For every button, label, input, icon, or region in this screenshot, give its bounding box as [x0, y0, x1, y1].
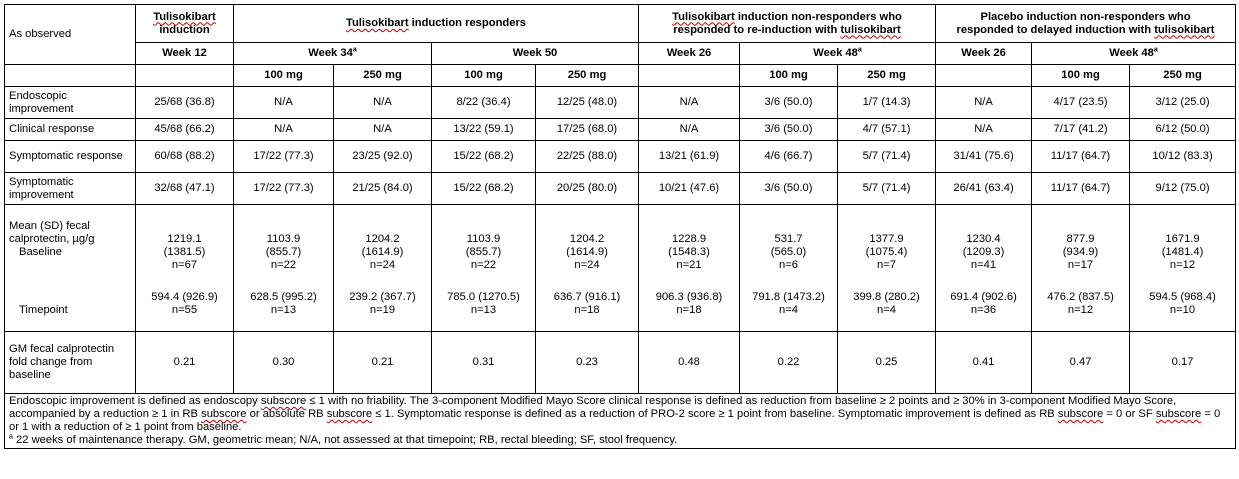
- table-cell: 26/41 (63.4): [936, 173, 1032, 205]
- footnote-text-b: ≤ 1 with no friability. The 3-component Modified Mayo Score clinical response is defined as reduction from baseline ≥ 2 points and ≥ 30% in 3-component Modified Mayo Score, accompanied by a reduction ≥ 1 in RB: [9, 395, 1177, 420]
- footnote-text-c: or absolute RB: [249, 408, 324, 420]
- table-cell: 22/25 (88.0): [536, 141, 639, 173]
- dose-text-8: 250 mg: [1163, 69, 1202, 81]
- results-table: [4, 4, 1236, 449]
- baseline-value: (1614.9): [361, 246, 404, 258]
- gm-cell: 0.30: [234, 332, 334, 394]
- week48-header-a: [740, 43, 936, 65]
- gm-label-text: GM fecal calprotectin fold change from baseline: [9, 343, 115, 381]
- week26-header-b: [936, 43, 1032, 65]
- baseline-value: 1230.4: [966, 233, 1001, 245]
- dose-blank-week12: [136, 65, 234, 87]
- gm-row: [5, 332, 1236, 394]
- footnote-text-e: = 0 or SF: [1106, 408, 1153, 420]
- week50-header: [432, 43, 639, 65]
- table-cell: 3/12 (25.0): [1130, 87, 1236, 119]
- gm-cell: 0.47: [1032, 332, 1130, 394]
- week26-header-a: [639, 43, 740, 65]
- week34-text: Week 34: [308, 47, 353, 59]
- baseline-value: n=17: [1067, 259, 1094, 271]
- table-cell: N/A: [334, 87, 432, 119]
- fecal-calprotectin-label-line1: Mean (SD) fecal: [9, 219, 90, 232]
- baseline-value: 531.7: [774, 233, 803, 245]
- fecal-calprotectin-row: [5, 205, 1236, 332]
- baseline-label: Baseline: [19, 245, 62, 258]
- table-cell: 4/17 (23.5): [1032, 87, 1130, 119]
- table-cell: 60/68 (88.2): [136, 141, 234, 173]
- dose-header-8: [1130, 65, 1236, 87]
- as-observed-header: [5, 5, 136, 65]
- week34-header: [234, 43, 432, 65]
- fecal-calprotectin-cell: [740, 205, 838, 332]
- dose-blank-label: [5, 65, 136, 87]
- baseline-value: 1204.2: [569, 233, 605, 245]
- timepoint-value: 628.5 (995.2): [250, 291, 317, 303]
- row-label: Symptomatic response: [5, 141, 136, 173]
- footnote-text-f: = 0 or 1 with a reduction of ≥ 1 point from baseline.: [9, 408, 1221, 433]
- group-placebo-drug: tulisokibart: [1154, 23, 1215, 36]
- group-induction-line1: Tulisokibart: [153, 10, 216, 23]
- table-cell: 31/41 (75.6): [936, 141, 1032, 173]
- table-cell: 17/22 (77.3): [234, 173, 334, 205]
- baseline-value: n=7: [877, 259, 896, 271]
- timepoint-value: 239.2 (367.7): [349, 291, 416, 303]
- gm-cell: 0.21: [334, 332, 432, 394]
- table-cell: 17/25 (68.0): [536, 119, 639, 141]
- dose-header-2: [334, 65, 432, 87]
- gm-cell: 0.23: [536, 332, 639, 394]
- baseline-value: (1548.3): [668, 246, 710, 258]
- week12-header: [136, 43, 234, 65]
- footnote-row: [5, 394, 1236, 449]
- gm-cell: 0.22: [740, 332, 838, 394]
- group-reinduction-line1: induction non-responders who: [737, 10, 902, 23]
- gm-cell: 0.41: [936, 332, 1032, 394]
- timepoint-value: n=13: [470, 304, 497, 316]
- baseline-value: (855.7): [265, 246, 302, 258]
- baseline-value: 1228.9: [671, 233, 707, 245]
- dose-header-3: [432, 65, 536, 87]
- gm-cell: 0.25: [838, 332, 936, 394]
- timepoint-value: n=10: [1169, 304, 1196, 316]
- week48-sup-a: a: [857, 46, 862, 54]
- table-cell: 9/12 (75.0): [1130, 173, 1236, 205]
- group-responders-drug: Tulisokibart: [345, 17, 409, 29]
- baseline-value: (1075.4): [865, 246, 908, 258]
- fecal-calprotectin-cell: [838, 205, 936, 332]
- footnote-subscore-2: subscore: [201, 408, 247, 420]
- header-row-doses: [5, 65, 1236, 87]
- baseline-value: (565.0): [770, 246, 807, 258]
- table-row: [5, 87, 1236, 119]
- footnote-paragraph-1: [9, 395, 1220, 433]
- baseline-value: 1103.9: [466, 233, 501, 245]
- table-cell: 4/6 (66.7): [740, 141, 838, 173]
- group-reinduction-drug2: tulisokibart: [840, 23, 901, 36]
- dose-header-7: [1032, 65, 1130, 87]
- baseline-value: n=22: [270, 259, 297, 271]
- timepoint-value: n=36: [970, 304, 997, 316]
- footnote-sup: a: [9, 433, 13, 441]
- fecal-calprotectin-label: [5, 205, 136, 332]
- dose-header-5: [740, 65, 838, 87]
- group-reinduction-line2: responded to re-induction with: [673, 23, 838, 36]
- fecal-calprotectin-cell: [432, 205, 536, 332]
- timepoint-label: Timepoint: [19, 303, 68, 316]
- fecal-calprotectin-cell: [234, 205, 334, 332]
- footnote-text-a: Endoscopic improvement is defined as endoscopy: [9, 395, 258, 407]
- dose-text-2: 250 mg: [363, 69, 402, 81]
- table-cell: 32/68 (47.1): [136, 173, 234, 205]
- table-cell: 45/68 (66.2): [136, 119, 234, 141]
- gm-label: [5, 332, 136, 394]
- week50-text: Week 50: [512, 47, 558, 59]
- table-cell: N/A: [639, 87, 740, 119]
- baseline-value: 1671.9: [1165, 233, 1200, 245]
- week48-header-b: [1032, 43, 1236, 65]
- dose-header-4: [536, 65, 639, 87]
- table-cell: 21/25 (84.0): [334, 173, 432, 205]
- as-observed-text: As observed: [9, 28, 72, 40]
- fecal-calprotectin-label-line2: calprotectin, µg/g: [9, 232, 95, 245]
- table-cell: 7/17 (41.2): [1032, 119, 1130, 141]
- table-row: [5, 173, 1236, 205]
- dose-text-6: 250 mg: [867, 69, 906, 81]
- fecal-calprotectin-cell: [136, 205, 234, 332]
- week26-text-b: Week 26: [961, 47, 1006, 59]
- fecal-calprotectin-cell: [639, 205, 740, 332]
- timepoint-value: 906.3 (936.8): [655, 291, 723, 303]
- group-reinduction-drug: Tulisokibart: [672, 10, 735, 23]
- fecal-calprotectin-cell: [1032, 205, 1130, 332]
- row-label: Clinical response: [5, 119, 136, 141]
- group-induction-line2: induction: [159, 23, 210, 36]
- table-cell: 6/12 (50.0): [1130, 119, 1236, 141]
- table-cell: N/A: [936, 87, 1032, 119]
- timepoint-value: n=55: [171, 304, 198, 316]
- footnote-text-d: ≤ 1. Symptomatic response is defined as a reduction of PRO-2 score ≥ 1 point from baseline. Symptomatic improvement is defined as RB: [375, 408, 1055, 420]
- baseline-value: n=24: [574, 259, 600, 271]
- baseline-value: (1209.3): [962, 246, 1005, 258]
- group-reinduction-header: [639, 5, 936, 43]
- table-cell: 17/22 (77.3): [234, 141, 334, 173]
- dose-blank-week26-b: [936, 65, 1032, 87]
- timepoint-value: 691.4 (902.6): [950, 291, 1017, 303]
- table-cell: 10/12 (83.3): [1130, 141, 1236, 173]
- dose-blank-week26-a: [639, 65, 740, 87]
- week26-text-a: Week 26: [666, 47, 712, 59]
- timepoint-value: n=12: [1067, 304, 1094, 316]
- table-cell: 25/68 (36.8): [136, 87, 234, 119]
- table-cell: 13/21 (61.9): [639, 141, 740, 173]
- baseline-value: n=24: [369, 259, 396, 271]
- baseline-value: (1614.9): [566, 246, 608, 258]
- table-cell: 23/25 (92.0): [334, 141, 432, 173]
- table-cell: N/A: [234, 87, 334, 119]
- row-label: Endoscopic improvement: [5, 87, 136, 119]
- group-placebo-header: [936, 5, 1236, 43]
- timepoint-value: 636.7 (916.1): [553, 291, 621, 303]
- group-placebo-line1: Placebo induction non-responders who: [980, 10, 1191, 23]
- footnote-subscore-4: subscore: [1057, 408, 1104, 420]
- footnote-text-2: 22 weeks of maintenance therapy. GM, geometric mean; N/A, not assessed at that timepoint; RB, rectal bleeding; SF, stool frequency.: [12, 434, 678, 446]
- week48-sup-b: a: [1153, 46, 1158, 54]
- baseline-value: n=12: [1169, 259, 1196, 271]
- timepoint-value: n=4: [877, 304, 896, 316]
- header-row-groups: [5, 5, 1236, 43]
- baseline-value: n=41: [970, 259, 997, 271]
- timepoint-value: n=18: [676, 304, 702, 316]
- gm-cell: 0.31: [432, 332, 536, 394]
- baseline-value: (934.9): [1062, 246, 1099, 258]
- table-cell: N/A: [936, 119, 1032, 141]
- dose-header-1: [234, 65, 334, 87]
- week48-text-b: Week 48: [1109, 47, 1154, 59]
- table-cell: 1/7 (14.3): [838, 87, 936, 119]
- week34-sup: a: [352, 46, 357, 54]
- group-responders-header: [234, 5, 639, 43]
- table-cell: 15/22 (68.2): [432, 141, 536, 173]
- timepoint-value: n=4: [779, 304, 798, 316]
- table-cell: 11/17 (64.7): [1032, 141, 1130, 173]
- fecal-calprotectin-cell: [936, 205, 1032, 332]
- dose-text-5: 100 mg: [769, 69, 808, 81]
- gm-cell: 0.21: [136, 332, 234, 394]
- baseline-value: 1219.1: [167, 233, 202, 245]
- baseline-value: (1481.4): [1161, 246, 1204, 258]
- table-cell: N/A: [639, 119, 740, 141]
- dose-text-1: 100 mg: [264, 69, 303, 81]
- fecal-calprotectin-cell: [334, 205, 432, 332]
- baseline-value: n=21: [676, 259, 702, 271]
- week48-text-a: Week 48: [813, 47, 858, 59]
- baseline-value: 877.9: [1066, 233, 1095, 245]
- baseline-value: (1381.5): [163, 246, 206, 258]
- table-cell: 13/22 (59.1): [432, 119, 536, 141]
- footnote-subscore-1: subscore: [260, 395, 307, 407]
- baseline-value: 1204.2: [365, 233, 400, 245]
- timepoint-value: 594.5 (968.4): [1149, 291, 1216, 303]
- timepoint-value: 785.0 (1270.5): [447, 291, 520, 303]
- table-cell: 12/25 (48.0): [536, 87, 639, 119]
- dose-text-4: 250 mg: [567, 69, 607, 81]
- timepoint-value: 594.4 (926.9): [151, 291, 218, 303]
- group-induction-header: [136, 5, 234, 43]
- group-responders-text: induction responders: [411, 17, 527, 29]
- baseline-value: n=67: [171, 259, 198, 271]
- timepoint-value: 476.2 (837.5): [1047, 291, 1114, 303]
- table-cell: 20/25 (80.0): [536, 173, 639, 205]
- baseline-value: n=22: [470, 259, 497, 271]
- footnote-subscore-5: subscore: [1155, 408, 1202, 420]
- table-cell: 3/6 (50.0): [740, 119, 838, 141]
- table-cell: 5/7 (71.4): [838, 141, 936, 173]
- table-cell: N/A: [334, 119, 432, 141]
- table-cell: 8/22 (36.4): [432, 87, 536, 119]
- row-label: Symptomatic improvement: [5, 173, 136, 205]
- table-row: [5, 119, 1236, 141]
- timepoint-value: n=13: [270, 304, 297, 316]
- timepoint-value: 791.8 (1473.2): [752, 291, 825, 303]
- table-cell: 15/22 (68.2): [432, 173, 536, 205]
- week12-text: Week 12: [162, 47, 207, 59]
- dose-text-3: 100 mg: [464, 69, 503, 81]
- timepoint-value: 399.8 (280.2): [853, 291, 920, 303]
- fecal-calprotectin-cell: [536, 205, 639, 332]
- footnote-paragraph-2: [9, 434, 1231, 447]
- footnote-subscore-3: subscore: [326, 408, 373, 420]
- table-cell: 3/6 (50.0): [740, 173, 838, 205]
- table-row: [5, 141, 1236, 173]
- dose-header-6: [838, 65, 936, 87]
- dose-text-7: 100 mg: [1061, 69, 1100, 81]
- fecal-calprotectin-cell: [1130, 205, 1236, 332]
- table-cell: 3/6 (50.0): [740, 87, 838, 119]
- group-placebo-line2: responded to delayed induction with: [956, 23, 1152, 36]
- timepoint-value: n=18: [574, 304, 600, 316]
- header-row-weeks: [5, 43, 1236, 65]
- table-cell: 10/21 (47.6): [639, 173, 740, 205]
- gm-cell: 0.48: [639, 332, 740, 394]
- table-cell: 11/17 (64.7): [1032, 173, 1130, 205]
- table-cell: 5/7 (71.4): [838, 173, 936, 205]
- baseline-value: n=6: [779, 259, 798, 271]
- table-cell: N/A: [234, 119, 334, 141]
- baseline-value: 1103.9: [266, 233, 301, 245]
- baseline-value: 1377.9: [869, 233, 904, 245]
- baseline-value: (855.7): [465, 246, 502, 258]
- timepoint-value: n=19: [369, 304, 396, 316]
- footnote-cell: [5, 394, 1236, 449]
- table-cell: 4/7 (57.1): [838, 119, 936, 141]
- gm-cell: 0.17: [1130, 332, 1236, 394]
